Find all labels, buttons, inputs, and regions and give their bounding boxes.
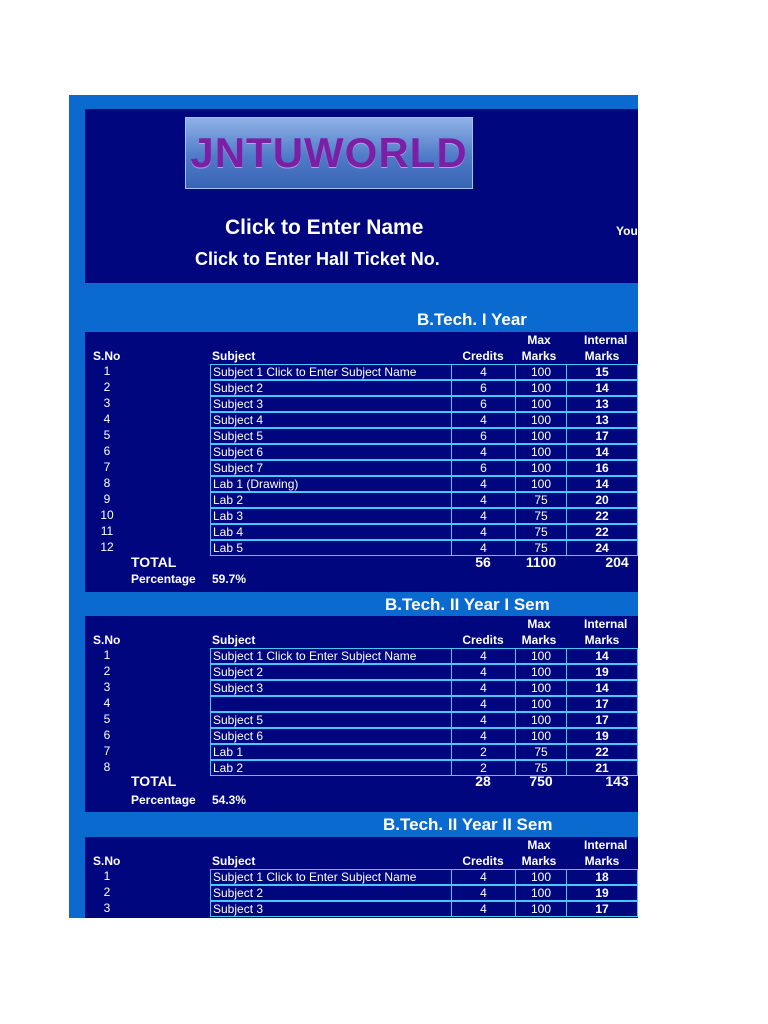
subject-cell[interactable]: Subject 7 <box>210 460 452 476</box>
sno-cell: 2 <box>103 664 111 678</box>
percentage-label: Percentage <box>131 572 196 586</box>
subject-cell[interactable]: Subject 6 <box>210 728 452 744</box>
section-title-band <box>69 308 638 332</box>
table-row <box>85 648 638 664</box>
internal-marks-cell[interactable]: 14 <box>566 380 638 396</box>
total-max: 750 <box>529 773 553 789</box>
header-internal-2: Marks <box>584 349 620 363</box>
credits-cell[interactable]: 4 <box>451 680 516 696</box>
credits-cell[interactable]: 4 <box>451 648 516 664</box>
subject-cell[interactable]: Lab 1 (Drawing) <box>210 476 452 492</box>
subject-cell[interactable]: Subject 1 Click to Enter Subject Name <box>210 869 452 885</box>
credits-cell[interactable]: 6 <box>451 460 516 476</box>
subject-cell[interactable]: Subject 2 <box>210 380 452 396</box>
sno-cell: 3 <box>103 396 111 410</box>
sno-cell: 1 <box>103 869 111 883</box>
table-row <box>85 712 638 728</box>
internal-marks-cell[interactable]: 13 <box>566 412 638 428</box>
internal-marks-cell[interactable]: 18 <box>566 869 638 885</box>
sno-cell: 5 <box>103 428 111 442</box>
percentage-label: Percentage <box>131 793 196 807</box>
header-sno: S.No <box>93 349 121 363</box>
credits-cell[interactable]: 4 <box>451 901 516 917</box>
table-row <box>85 885 638 901</box>
table-row <box>85 728 638 744</box>
max-marks-cell[interactable]: 100 <box>515 885 567 901</box>
header-credits: Credits <box>462 349 504 363</box>
credits-cell[interactable]: 4 <box>451 492 516 508</box>
credits-cell[interactable]: 4 <box>451 524 516 540</box>
total-max: 1100 <box>525 554 557 570</box>
table-row <box>85 664 638 680</box>
sno-cell: 1 <box>103 648 111 662</box>
section-title-band <box>69 593 638 617</box>
internal-marks-cell[interactable]: 14 <box>566 476 638 492</box>
section-title: B.Tech. I Year <box>417 310 527 329</box>
subject-cell[interactable]: Subject 4 <box>210 412 452 428</box>
max-marks-cell[interactable]: 100 <box>515 664 567 680</box>
header-internal-2: Marks <box>584 633 620 647</box>
max-marks-cell[interactable]: 75 <box>515 508 567 524</box>
internal-marks-cell[interactable]: 21 <box>566 760 638 776</box>
sno-cell: 7 <box>103 460 111 474</box>
max-marks-cell[interactable]: 100 <box>515 444 567 460</box>
table-row <box>85 460 638 476</box>
internal-marks-cell[interactable]: 15 <box>566 364 638 380</box>
table-row <box>85 680 638 696</box>
credits-cell[interactable]: 4 <box>451 444 516 460</box>
subject-cell[interactable]: Subject 3 <box>210 680 452 696</box>
credits-cell[interactable]: 4 <box>451 885 516 901</box>
total-label: TOTAL <box>131 773 177 789</box>
max-marks-cell[interactable]: 100 <box>515 396 567 412</box>
table-row <box>85 364 638 380</box>
subject-cell[interactable]: Subject 5 <box>210 712 452 728</box>
sno-cell: 7 <box>103 744 111 758</box>
sno-cell: 6 <box>103 728 111 742</box>
percentage-value: 54.3% <box>212 793 247 807</box>
subject-cell[interactable]: Lab 2 <box>210 492 452 508</box>
sno-cell: 9 <box>103 492 111 506</box>
header-panel <box>85 109 638 283</box>
header-max-1: Max <box>527 333 551 347</box>
table-row <box>85 744 638 760</box>
subject-cell[interactable]: Subject 1 Click to Enter Subject Name <box>210 648 452 664</box>
max-marks-cell[interactable]: 75 <box>515 540 567 556</box>
credits-cell[interactable]: 4 <box>451 664 516 680</box>
table-row <box>85 524 638 540</box>
sno-cell: 12 <box>100 540 114 554</box>
total-internal: 204 <box>605 554 629 570</box>
header-max-2: Marks <box>521 633 557 647</box>
max-marks-cell[interactable]: 75 <box>515 492 567 508</box>
credits-cell[interactable]: 4 <box>451 696 516 712</box>
subject-cell[interactable]: Subject 2 <box>210 885 452 901</box>
header-subject: Subject <box>212 854 256 868</box>
internal-marks-cell[interactable]: 19 <box>566 885 638 901</box>
credits-cell[interactable]: 4 <box>451 869 516 885</box>
max-marks-cell[interactable]: 100 <box>515 460 567 476</box>
total-internal: 143 <box>605 773 629 789</box>
sno-cell: 2 <box>103 885 111 899</box>
table-rows <box>85 869 638 917</box>
table-row <box>85 396 638 412</box>
sno-cell: 4 <box>103 696 111 710</box>
table-row <box>85 476 638 492</box>
total-credits: 56 <box>475 554 491 570</box>
total-label: TOTAL <box>131 554 177 570</box>
table-row <box>85 444 638 460</box>
sno-cell: 6 <box>103 444 111 458</box>
max-marks-cell[interactable]: 100 <box>515 680 567 696</box>
max-marks-cell[interactable]: 75 <box>515 760 567 776</box>
header-credits: Credits <box>462 854 504 868</box>
header-sno: S.No <box>93 633 121 647</box>
sno-cell: 8 <box>103 476 111 490</box>
header-internal-1: Internal <box>584 333 628 347</box>
header-max-2: Marks <box>521 854 557 868</box>
section-title-band <box>69 813 638 837</box>
max-marks-cell[interactable]: 75 <box>515 744 567 760</box>
sno-cell: 2 <box>103 380 111 394</box>
internal-marks-cell[interactable]: 20 <box>566 492 638 508</box>
subject-cell[interactable]: Lab 2 <box>210 760 452 776</box>
max-marks-cell[interactable]: 100 <box>515 728 567 744</box>
max-marks-cell[interactable]: 100 <box>515 428 567 444</box>
credits-cell[interactable]: 6 <box>451 396 516 412</box>
table-rows <box>85 364 638 556</box>
subject-cell[interactable]: Subject 3 <box>210 396 452 412</box>
sno-cell: 3 <box>103 901 111 915</box>
table-row <box>85 696 638 712</box>
credits-cell[interactable]: 4 <box>451 476 516 492</box>
spreadsheet-area <box>69 95 638 918</box>
subject-cell[interactable]: Subject 5 <box>210 428 452 444</box>
internal-marks-cell[interactable]: 17 <box>566 428 638 444</box>
internal-marks-cell[interactable]: 14 <box>566 648 638 664</box>
header-max-1: Max <box>527 617 551 631</box>
internal-marks-cell[interactable]: 17 <box>566 901 638 917</box>
sno-cell: 11 <box>100 524 114 538</box>
internal-marks-cell[interactable]: 13 <box>566 396 638 412</box>
sno-cell: 1 <box>103 364 111 378</box>
sno-cell: 8 <box>103 760 111 774</box>
credits-cell[interactable]: 6 <box>451 380 516 396</box>
sno-cell: 4 <box>103 412 111 426</box>
student-name-field[interactable]: Click to Enter Name <box>225 216 424 239</box>
section-b-tech-ii-year-ii-sem <box>85 837 638 918</box>
table-row <box>85 869 638 885</box>
credits-cell[interactable]: 2 <box>451 744 516 760</box>
header-internal-1: Internal <box>584 617 628 631</box>
internal-marks-cell[interactable]: 16 <box>566 460 638 476</box>
side-label: You <box>616 224 638 238</box>
max-marks-cell[interactable]: 100 <box>515 364 567 380</box>
internal-marks-cell[interactable]: 14 <box>566 444 638 460</box>
header-credits: Credits <box>462 633 504 647</box>
sno-cell: 10 <box>100 508 114 522</box>
internal-marks-cell[interactable]: 19 <box>566 728 638 744</box>
header-max-2: Marks <box>521 349 557 363</box>
subject-cell[interactable]: Subject 6 <box>210 444 452 460</box>
header-subject: Subject <box>212 349 256 363</box>
max-marks-cell[interactable]: 100 <box>515 412 567 428</box>
max-marks-cell[interactable]: 100 <box>515 712 567 728</box>
internal-marks-cell[interactable]: 22 <box>566 508 638 524</box>
subject-cell[interactable]: Lab 4 <box>210 524 452 540</box>
header-sno: S.No <box>93 854 121 868</box>
max-marks-cell[interactable]: 100 <box>515 380 567 396</box>
section-b-tech-ii-year-i-sem <box>85 616 638 812</box>
table-rows <box>85 648 638 776</box>
section-title: B.Tech. II Year I Sem <box>385 595 550 614</box>
subject-cell[interactable]: Lab 5 <box>210 540 452 556</box>
header-internal-1: Internal <box>584 838 628 852</box>
max-marks-cell[interactable]: 75 <box>515 524 567 540</box>
hall-ticket-field[interactable]: Click to Enter Hall Ticket No. <box>195 249 440 269</box>
table-row <box>85 492 638 508</box>
credits-cell[interactable]: 2 <box>451 760 516 776</box>
table-row <box>85 380 638 396</box>
subject-cell[interactable]: Lab 1 <box>210 744 452 760</box>
credits-cell[interactable]: 4 <box>451 364 516 380</box>
max-marks-cell[interactable]: 100 <box>515 476 567 492</box>
internal-marks-cell[interactable]: 22 <box>566 524 638 540</box>
header-internal-2: Marks <box>584 854 620 868</box>
subject-cell[interactable]: Lab 3 <box>210 508 452 524</box>
credits-cell[interactable]: 4 <box>451 412 516 428</box>
table-row <box>85 508 638 524</box>
credits-cell[interactable]: 4 <box>451 728 516 744</box>
internal-marks-cell[interactable]: 22 <box>566 744 638 760</box>
table-row <box>85 428 638 444</box>
header-max-1: Max <box>527 838 551 852</box>
total-credits: 28 <box>475 773 491 789</box>
subject-cell[interactable]: Subject 1 Click to Enter Subject Name <box>210 364 452 380</box>
internal-marks-cell[interactable]: 14 <box>566 680 638 696</box>
table-row <box>85 901 638 917</box>
sno-cell: 5 <box>103 712 111 726</box>
credits-cell[interactable]: 4 <box>451 712 516 728</box>
max-marks-cell[interactable]: 100 <box>515 696 567 712</box>
max-marks-cell[interactable]: 100 <box>515 901 567 917</box>
subject-cell[interactable]: Subject 2 <box>210 664 452 680</box>
internal-marks-cell[interactable]: 17 <box>566 696 638 712</box>
sno-cell: 3 <box>103 680 111 694</box>
percentage-value: 59.7% <box>212 572 247 586</box>
credits-cell[interactable]: 4 <box>451 508 516 524</box>
subject-cell[interactable]: Subject 3 <box>210 901 452 917</box>
credits-cell[interactable]: 4 <box>451 540 516 556</box>
section-title: B.Tech. II Year II Sem <box>383 815 553 834</box>
table-row <box>85 412 638 428</box>
internal-marks-cell[interactable]: 17 <box>566 712 638 728</box>
header-subject: Subject <box>212 633 256 647</box>
jntuworld-logo: JNTUWORLD <box>185 117 473 189</box>
max-marks-cell[interactable]: 100 <box>515 869 567 885</box>
max-marks-cell[interactable]: 100 <box>515 648 567 664</box>
credits-cell[interactable]: 6 <box>451 428 516 444</box>
internal-marks-cell[interactable]: 19 <box>566 664 638 680</box>
subject-cell[interactable] <box>210 696 452 712</box>
internal-marks-cell[interactable]: 24 <box>566 540 638 556</box>
section-b-tech-i-year <box>85 332 638 592</box>
